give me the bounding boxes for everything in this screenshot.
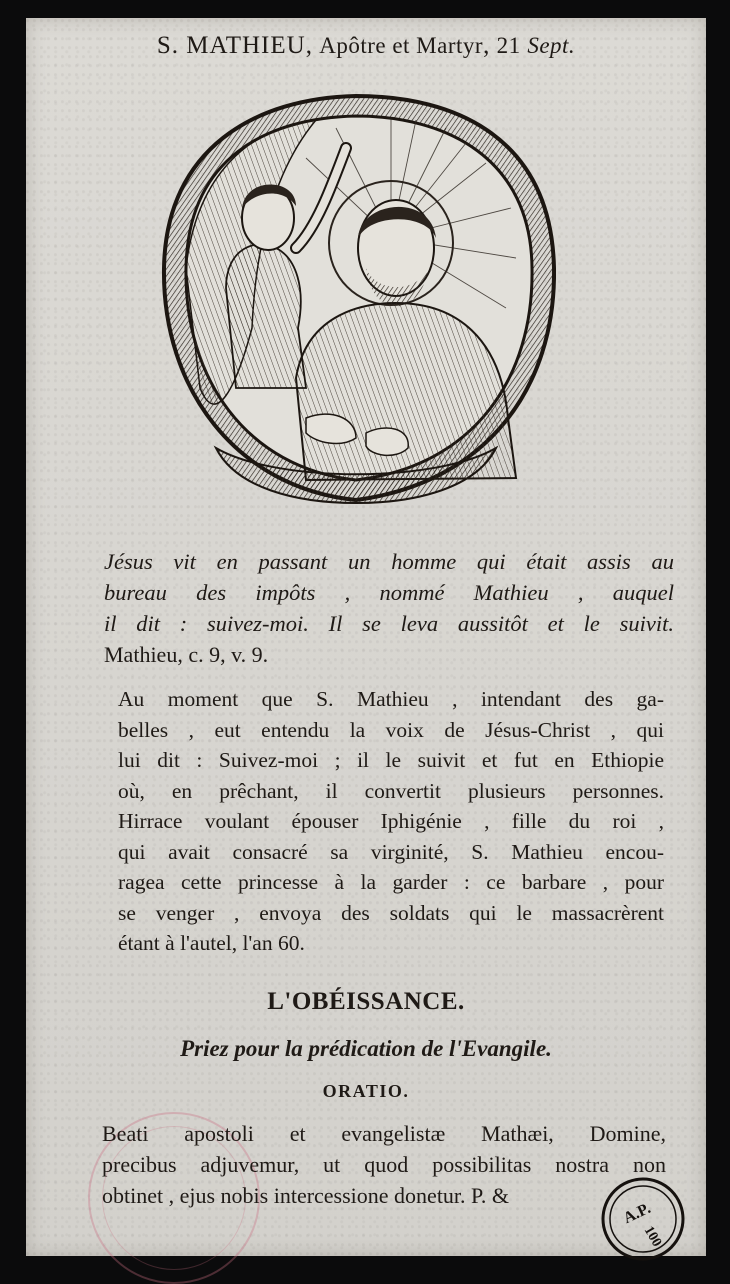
- narrative-line: lui dit : Suivez-moi ; il le suivit et fut en Ethiopie: [118, 748, 664, 772]
- narrative-line: belles , eut entendu la voix de Jésus-Christ , qui: [118, 717, 664, 742]
- narrative-line: où, en prêchant, il convertit plusieurs personnes.: [118, 778, 664, 803]
- saint-role: Apôtre et Martyr: [319, 33, 484, 58]
- virtue-heading: L'OBÉISSANCE.: [267, 988, 465, 1015]
- latin-line: obtinet , ejus nobis intercessione donetur. P. &: [102, 1183, 509, 1208]
- saint-name: S. MATHIEU: [156, 32, 306, 59]
- prayer-intention: Priez pour la prédication de l'Evangile.: [180, 1036, 552, 1061]
- header-title: S. MATHIEU, Apôtre et Martyr, 21 Sept.: [156, 32, 576, 59]
- narrative-line: étant à l'autel, l'an 60.: [118, 931, 305, 955]
- oratio-heading: ORATIO.: [322, 1081, 410, 1101]
- caption-line: Jésus vit en passant un homme qui était assis au: [104, 549, 674, 574]
- latin-line: Beati apostoli et evangelistæ Mathæi, Domine,: [102, 1121, 666, 1146]
- angel-figure: [226, 244, 306, 388]
- latin-prayer: [102, 1118, 666, 1211]
- devotional-card: [26, 18, 706, 1256]
- feast-day: 21: [496, 33, 521, 58]
- saint-engraving: [156, 88, 556, 508]
- latin-line: precibus adjuvemur, ut quod possibilitas nostra non: [102, 1152, 666, 1177]
- narrative-line: qui avait consacré sa virginité, S. Mathieu encou-: [118, 839, 664, 864]
- caption-line: il dit : suivez-moi. Il se leva aussitôt et le suivit.: [104, 611, 674, 636]
- archive-stamp: [600, 1176, 686, 1262]
- narrative-line: se venger , envoya des soldats qui le massacrèrent: [118, 900, 664, 925]
- scripture-reference: Mathieu, c. 9, v. 9.: [104, 642, 269, 667]
- stamp-letters: A.P.: [620, 1199, 654, 1228]
- narrative-line: ragea cette princesse à la garder : ce barbare , pour: [118, 870, 664, 894]
- narrative-line: Au moment que S. Mathieu , intendant des ga-: [118, 687, 664, 711]
- feast-month: Sept.: [527, 33, 576, 58]
- caption-line: bureau des impôts , nommé Mathieu , auquel: [104, 580, 674, 605]
- stamp-number: 100: [640, 1223, 665, 1250]
- gospel-caption: [104, 546, 674, 670]
- narrative-text: [118, 684, 664, 959]
- narrative-line: Hirrace voulant épouser Iphigénie , fille du roi ,: [118, 809, 664, 833]
